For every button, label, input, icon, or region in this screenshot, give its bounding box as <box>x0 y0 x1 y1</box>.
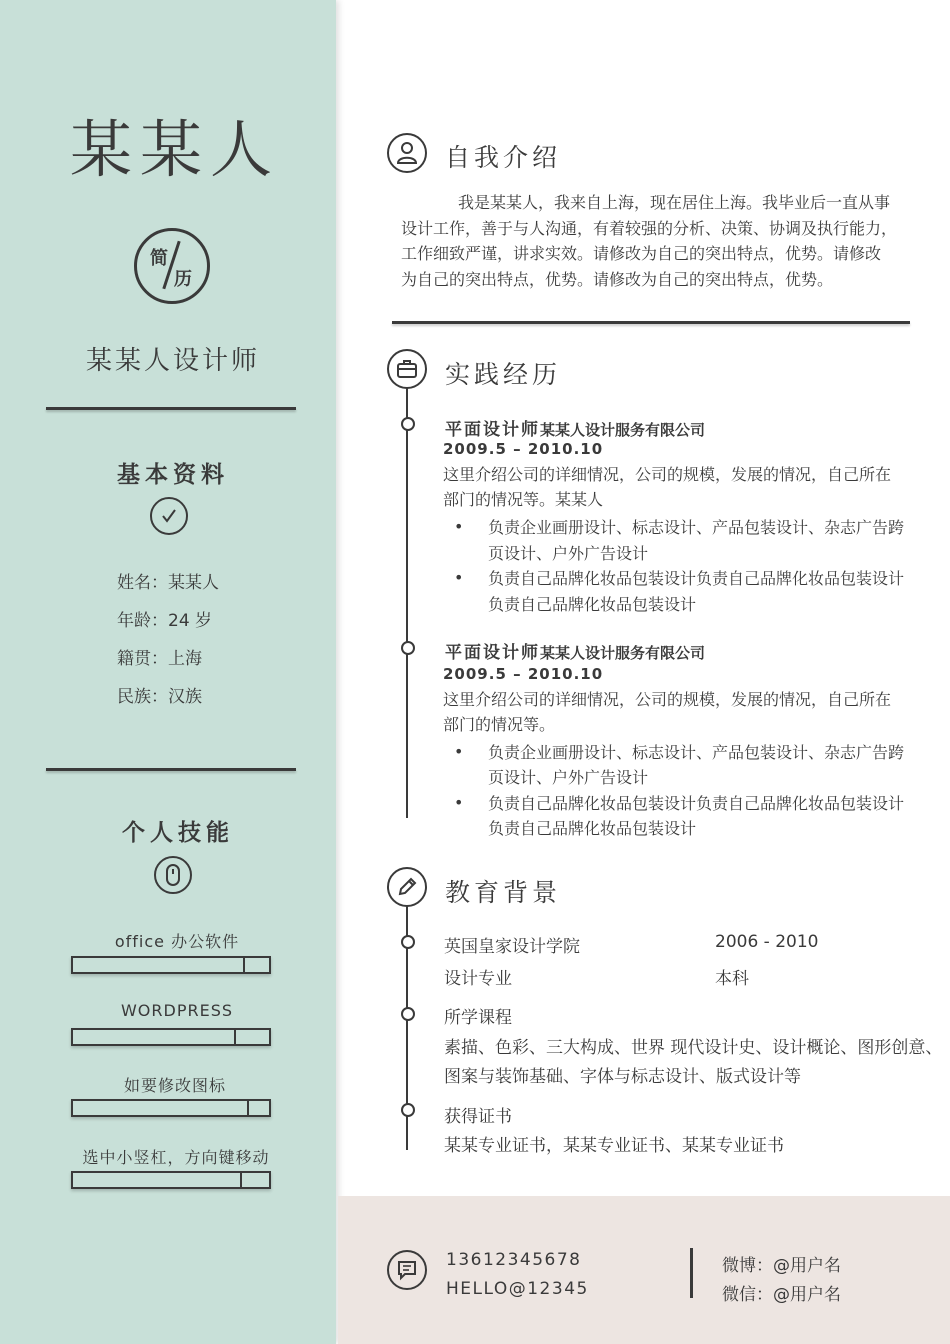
edu-major: 设计专业 <box>444 969 512 989</box>
check-icon <box>150 497 188 535</box>
skill-bar-fill <box>73 1101 249 1115</box>
pencil-icon <box>387 867 427 907</box>
job-company: 某某人设计服务有限公司 <box>540 644 706 662</box>
edu-years: 2006 - 2010 <box>715 932 819 952</box>
certs-text: 某某专业证书，某某专业证书、某某专业证书 <box>444 1136 784 1156</box>
basic-info-heading: 基本资料 <box>117 462 229 488</box>
skill-label: 选中小竖杠，方向键移动 <box>82 1148 270 1167</box>
intro-heading: 自我介绍 <box>445 143 562 172</box>
job-role: 平面设计师 <box>445 643 540 663</box>
user-icon <box>387 133 427 173</box>
mouse-icon <box>154 856 192 894</box>
timeline-dot <box>401 1007 415 1021</box>
contact-divider <box>690 1248 693 1298</box>
job-company: 某某人设计服务有限公司 <box>540 421 706 439</box>
job-desc-line: 部门的情况等。 <box>443 715 556 734</box>
bullet: • <box>454 568 464 587</box>
contact-email: HELLO@12345 <box>446 1279 589 1299</box>
bullet: • <box>454 517 464 536</box>
job-title <box>445 415 705 440</box>
skill-bar-fill <box>73 958 245 972</box>
experience-timeline <box>406 370 408 818</box>
skill-bar-fill <box>73 1173 242 1187</box>
badge-top-char: 简 <box>150 248 168 269</box>
bullet: • <box>454 793 464 812</box>
timeline-dot <box>401 417 415 431</box>
profile-name: 某某人 <box>69 113 280 186</box>
sidebar <box>0 0 336 1344</box>
bullet-line: 负责自己品牌化妆品包装设计负责自己品牌化妆品包装设计 <box>488 569 905 588</box>
resume-badge <box>134 228 210 304</box>
courses-line: 图案与装饰基础、字体与标志设计、版式设计等 <box>444 1067 801 1087</box>
info-name: 姓名：某某人 <box>117 573 219 593</box>
bullet-line: 负责企业画册设计、标志设计、产品包装设计、杂志广告跨 <box>488 518 905 537</box>
job-desc-line: 部门的情况等。某某人 <box>443 490 604 509</box>
message-icon <box>387 1250 427 1290</box>
education-heading: 教育背景 <box>445 878 562 907</box>
contact-wechat: 微信：@用户名 <box>722 1285 841 1305</box>
job-title <box>445 638 705 663</box>
bullet-line: 负责企业画册设计、标志设计、产品包装设计、杂志广告跨 <box>488 743 905 762</box>
timeline-dot <box>401 641 415 655</box>
bullet-line: 页设计、户外广告设计 <box>488 544 649 563</box>
contact-footer <box>338 1196 950 1344</box>
certs-label: 获得证书 <box>444 1107 512 1127</box>
intro-line: 我是某某人，我来自上海，现在居住上海。我毕业后一直从事 <box>458 193 891 212</box>
intro-line: 为自己的突出特点，优势。请修改为自己的突出特点，优势。 <box>401 270 834 289</box>
skill-bar <box>71 1171 271 1189</box>
job-dates: 2009.5 – 2010.10 <box>443 665 604 683</box>
skill-label: 如要修改图标 <box>123 1076 226 1095</box>
edu-school: 英国皇家设计学院 <box>444 937 580 957</box>
courses-line: 素描、色彩、三大构成、世界 现代设计史、设计概论、图形创意、 <box>444 1038 943 1058</box>
badge-bottom-char: 历 <box>174 269 192 290</box>
bullet-line: 页设计、户外广告设计 <box>488 768 649 787</box>
bullet: • <box>454 742 464 761</box>
job-desc-line: 这里介绍公司的详细情况，公司的规模，发展的情况，自己所在 <box>443 465 892 484</box>
skill-label: WORDPRESS <box>120 1001 234 1020</box>
timeline-dot <box>401 1103 415 1117</box>
contact-weibo: 微博：@用户名 <box>722 1256 841 1276</box>
contact-phone: 13612345678 <box>446 1250 582 1270</box>
info-age: 年龄：24 岁 <box>117 611 213 631</box>
skill-bar <box>71 1099 271 1117</box>
job-dates: 2009.5 – 2010.10 <box>443 440 604 458</box>
sidebar-divider <box>46 407 296 410</box>
info-hometown: 籍贯：上海 <box>117 649 202 669</box>
skill-bar <box>71 1028 271 1046</box>
intro-line: 设计工作，善于与人沟通，有着较强的分析、决策、协调及执行能力， <box>401 219 898 238</box>
job-desc-line: 这里介绍公司的详细情况，公司的规模，发展的情况，自己所在 <box>443 690 892 709</box>
skills-heading: 个人技能 <box>122 820 234 846</box>
briefcase-icon <box>387 349 427 389</box>
skill-bar <box>71 956 271 974</box>
bullet-line: 负责自己品牌化妆品包装设计负责自己品牌化妆品包装设计 <box>488 794 905 813</box>
skill-label: office 办公软件 <box>114 932 240 951</box>
sidebar-divider <box>46 768 296 771</box>
bullet-line: 负责自己品牌化妆品包装设计 <box>488 819 697 838</box>
intro-line: 工作细致严谨，讲求实效。请修改为自己的突出特点，优势。请修改 <box>401 244 882 263</box>
timeline-dot <box>401 935 415 949</box>
job-role: 平面设计师 <box>445 420 540 440</box>
profile-title: 某某人设计师 <box>85 346 260 376</box>
courses-label: 所学课程 <box>444 1008 512 1028</box>
skill-bar-fill <box>73 1030 236 1044</box>
edu-degree: 本科 <box>715 969 749 989</box>
info-ethnicity: 民族：汉族 <box>117 687 202 707</box>
experience-heading: 实践经历 <box>445 360 562 389</box>
main-divider <box>392 321 910 324</box>
bullet-line: 负责自己品牌化妆品包装设计 <box>488 595 697 614</box>
